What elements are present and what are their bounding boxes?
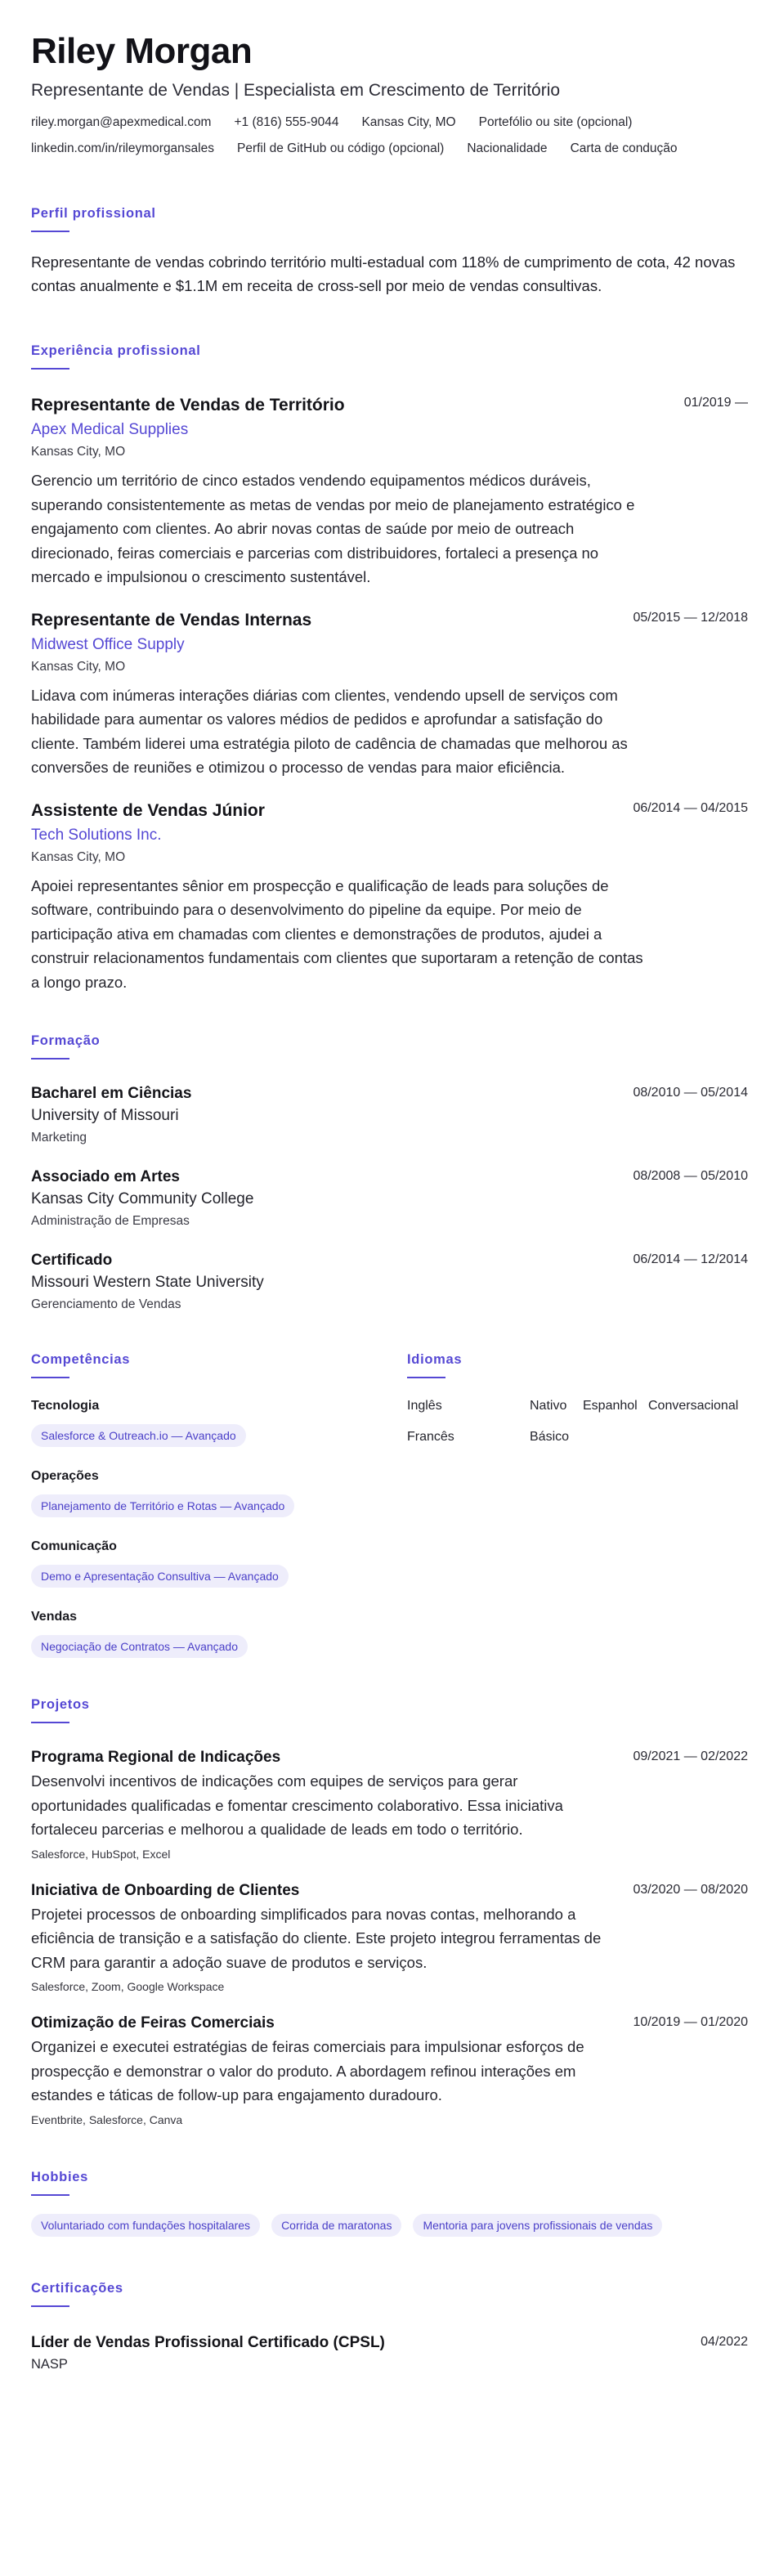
skill-tag: Negociação de Contratos — Avançado bbox=[31, 1635, 248, 1658]
certification-issuer: NASP bbox=[31, 2356, 68, 2372]
skills-languages-row bbox=[31, 1351, 748, 1658]
section-title: Certificações bbox=[31, 2280, 123, 2296]
education-item bbox=[31, 1167, 748, 1230]
experience-item bbox=[31, 800, 748, 995]
contact-nationality: Nacionalidade bbox=[467, 141, 548, 155]
job-title: Representante de Vendas Internas bbox=[31, 610, 312, 629]
degree: Bacharel em Ciências bbox=[31, 1085, 192, 1102]
job-title: Representante de Vendas de Território bbox=[31, 396, 345, 414]
resume-header bbox=[31, 31, 748, 157]
section-divider bbox=[31, 231, 69, 232]
section-divider bbox=[31, 1058, 69, 1060]
school-name: Missouri Western State University bbox=[31, 1274, 264, 1291]
contact-linkedin[interactable]: linkedin.com/in/rileymorgansales bbox=[31, 141, 214, 155]
contact-github[interactable]: Perfil de GitHub ou código (opcional) bbox=[237, 141, 445, 155]
contact-portfolio[interactable]: Portefólio ou site (opcional) bbox=[478, 115, 633, 129]
language-level: Nativo bbox=[530, 1399, 567, 1413]
project-title: Programa Regional de Indicações bbox=[31, 1749, 281, 1766]
project-technologies: Salesforce, Zoom, Google Workspace bbox=[31, 1980, 225, 1993]
company-name: Apex Medical Supplies bbox=[31, 421, 189, 438]
field-of-study: Gerenciamento de Vendas bbox=[31, 1297, 181, 1311]
school-name: Kansas City Community College bbox=[31, 1190, 254, 1207]
field-of-study: Marketing bbox=[31, 1131, 87, 1145]
skills-section bbox=[31, 1351, 407, 1658]
section-divider bbox=[31, 368, 69, 370]
section-title: Perfil profissional bbox=[31, 206, 156, 221]
skill-category: Comunicação bbox=[31, 1539, 117, 1553]
language-name: Francês bbox=[407, 1430, 454, 1444]
certifications-section bbox=[31, 2279, 748, 2372]
contact-list bbox=[31, 114, 748, 157]
person-name: Riley Morgan bbox=[31, 31, 253, 71]
section-title: Formação bbox=[31, 1033, 101, 1048]
contact-location: Kansas City, MO bbox=[361, 115, 456, 129]
skill-category: Operações bbox=[31, 1469, 99, 1483]
job-title: Assistente de Vendas Júnior bbox=[31, 800, 265, 820]
school-name: University of Missouri bbox=[31, 1107, 179, 1124]
degree: Certificado bbox=[31, 1252, 113, 1269]
hobby-tag: Voluntariado com fundações hospitalares bbox=[31, 2214, 260, 2237]
project-title: Otimização de Feiras Comerciais bbox=[31, 2014, 275, 2032]
education-dates: 08/2010 — 05/2014 bbox=[633, 1086, 748, 1100]
education-dates: 08/2008 — 05/2010 bbox=[633, 1169, 748, 1183]
languages-section bbox=[407, 1351, 748, 1658]
experience-section bbox=[31, 342, 748, 994]
skill-group bbox=[31, 1468, 407, 1517]
job-location: Kansas City, MO bbox=[31, 445, 126, 459]
language-row bbox=[407, 1398, 748, 1414]
project-dates: 09/2021 — 02/2022 bbox=[633, 1749, 748, 1763]
section-divider bbox=[31, 1377, 69, 1378]
job-description: Apoiei representantes sênior em prospecção e qualificação de leads para soluções de software, contribuindo para o desenvolvimento do pipeline da equipe. Por meio de participação ativa em chamadas com clientes e demonstrações de produtos, ajudei a construir relacionamentos fundamentais com clientes que suportaram a retenção de contas a longo prazo. bbox=[31, 876, 643, 991]
education-section bbox=[31, 1032, 748, 1313]
skill-category: Tecnologia bbox=[31, 1399, 100, 1413]
skill-group bbox=[31, 1398, 407, 1447]
project-description: Organizei e executei estratégias de feiras comerciais para impulsionar esforços de prospecção e demonstrar o valor do produto. A abordagem refinou interações em estandes e táticas de follow-up para engajamento duradouro. bbox=[31, 2038, 584, 2103]
skill-tag: Demo e Apresentação Consultiva — Avançado bbox=[31, 1565, 289, 1588]
hobbies-section bbox=[31, 2168, 748, 2237]
language-level: Conversacional bbox=[648, 1399, 739, 1413]
section-divider bbox=[31, 2305, 69, 2307]
experience-item bbox=[31, 609, 748, 780]
company-name: Midwest Office Supply bbox=[31, 635, 185, 653]
education-dates: 06/2014 — 12/2014 bbox=[633, 1252, 748, 1266]
language-level: Básico bbox=[530, 1430, 570, 1444]
hobby-list bbox=[31, 2214, 748, 2237]
project-description: Projetei processos de onboarding simplificados para novas contas, melhorando a eficiência de transição e a satisfação do cliente. Este projeto integrou ferramentas de CRM para garantir a adoção suave de produtos e serviços. bbox=[31, 1905, 602, 1971]
project-item bbox=[31, 2014, 748, 2127]
project-technologies: Salesforce, HubSpot, Excel bbox=[31, 1847, 171, 1861]
experience-dates: 01/2019 — bbox=[683, 396, 748, 410]
project-item bbox=[31, 1748, 748, 1861]
contact-driving-license: Carta de condução bbox=[570, 141, 678, 155]
skill-tag: Planejamento de Território e Rotas — Avançado bbox=[31, 1494, 294, 1517]
education-item bbox=[31, 1251, 748, 1313]
section-title: Competências bbox=[31, 1352, 131, 1367]
language-row bbox=[407, 1429, 748, 1445]
projects-section bbox=[31, 1696, 748, 2127]
experience-dates: 05/2015 — 12/2018 bbox=[633, 610, 748, 625]
language-name: Espanhol bbox=[583, 1399, 638, 1413]
certification-item bbox=[31, 2333, 748, 2372]
project-technologies: Eventbrite, Salesforce, Canva bbox=[31, 2112, 183, 2126]
certification-title: Líder de Vendas Profissional Certificado (CPSL) bbox=[31, 2333, 385, 2351]
skill-group bbox=[31, 1539, 407, 1588]
section-title: Hobbies bbox=[31, 2169, 88, 2184]
job-location: Kansas City, MO bbox=[31, 849, 126, 864]
skill-tag: Salesforce & Outreach.io — Avançado bbox=[31, 1424, 246, 1447]
field-of-study: Administração de Empresas bbox=[31, 1214, 190, 1228]
education-item bbox=[31, 1084, 748, 1146]
section-divider bbox=[31, 2194, 69, 2196]
job-description: Lidava com inúmeras interações diárias com clientes, vendendo upsell de serviços com habilidade para aumentar os valores médios de pedidos e aprofundar a satisfação do cliente. Também liderei uma estratégia piloto de cadência de chamadas que melhorou as conversões de reuniões e otimizou o processo de vendas para maior eficiência. bbox=[31, 686, 628, 776]
project-dates: 10/2019 — 01/2020 bbox=[633, 2015, 748, 2029]
headline: Representante de Vendas | Especialista em Crescimento de Território bbox=[31, 81, 561, 100]
section-title: Experiência profissional bbox=[31, 343, 201, 358]
section-title: Projetos bbox=[31, 1697, 90, 1712]
company-name: Tech Solutions Inc. bbox=[31, 826, 162, 844]
hobby-tag: Mentoria para jovens profissionais de vendas bbox=[413, 2214, 662, 2237]
summary-section bbox=[31, 204, 748, 298]
project-item bbox=[31, 1881, 748, 1995]
degree: Associado em Artes bbox=[31, 1168, 180, 1185]
experience-item bbox=[31, 394, 748, 589]
job-description: Gerencio um território de cinco estados vendendo equipamentos médicos duráveis, superando consistentemente as metas de vendas por meio de planejamento estratégico e engajamento com clientes. Ao abrir novas contas de saúde por meio de outreach direcionado, feiras comerciais e parcerias com distribuidores, fortaleci a presença no mercado e impulsionou o crescimento sustentável. bbox=[31, 472, 635, 585]
experience-dates: 06/2014 — 04/2015 bbox=[633, 800, 748, 815]
project-dates: 03/2020 — 08/2020 bbox=[633, 1882, 748, 1897]
skill-category: Vendas bbox=[31, 1610, 78, 1624]
project-title: Iniciativa de Onboarding de Clientes bbox=[31, 1881, 300, 1899]
job-location: Kansas City, MO bbox=[31, 659, 126, 674]
language-name: Inglês bbox=[407, 1399, 442, 1413]
section-title: Idiomas bbox=[407, 1352, 463, 1367]
section-divider bbox=[31, 1722, 69, 1723]
hobby-tag: Corrida de maratonas bbox=[271, 2214, 401, 2237]
contact-email[interactable]: riley.morgan@apexmedical.com bbox=[31, 115, 212, 129]
contact-phone[interactable]: +1 (816) 555-9044 bbox=[234, 115, 339, 129]
section-divider bbox=[407, 1377, 445, 1378]
skill-group bbox=[31, 1609, 407, 1658]
certification-date: 04/2022 bbox=[701, 2334, 748, 2349]
summary-text: Representante de vendas cobrindo território multi-estadual com 118% de cumprimento de cota, 42 novas contas anualmente e $1.1M em receita de cross-sell por meio de vendas consultivas. bbox=[31, 253, 736, 294]
project-description: Desenvolvi incentivos de indicações com equipes de serviços para gerar oportunidades qualificadas e fomentar crescimento colaborativo. Essa iniciativa fortaleceu parcerias e melhorou a qualidade de leads em todo o território. bbox=[31, 1772, 563, 1838]
